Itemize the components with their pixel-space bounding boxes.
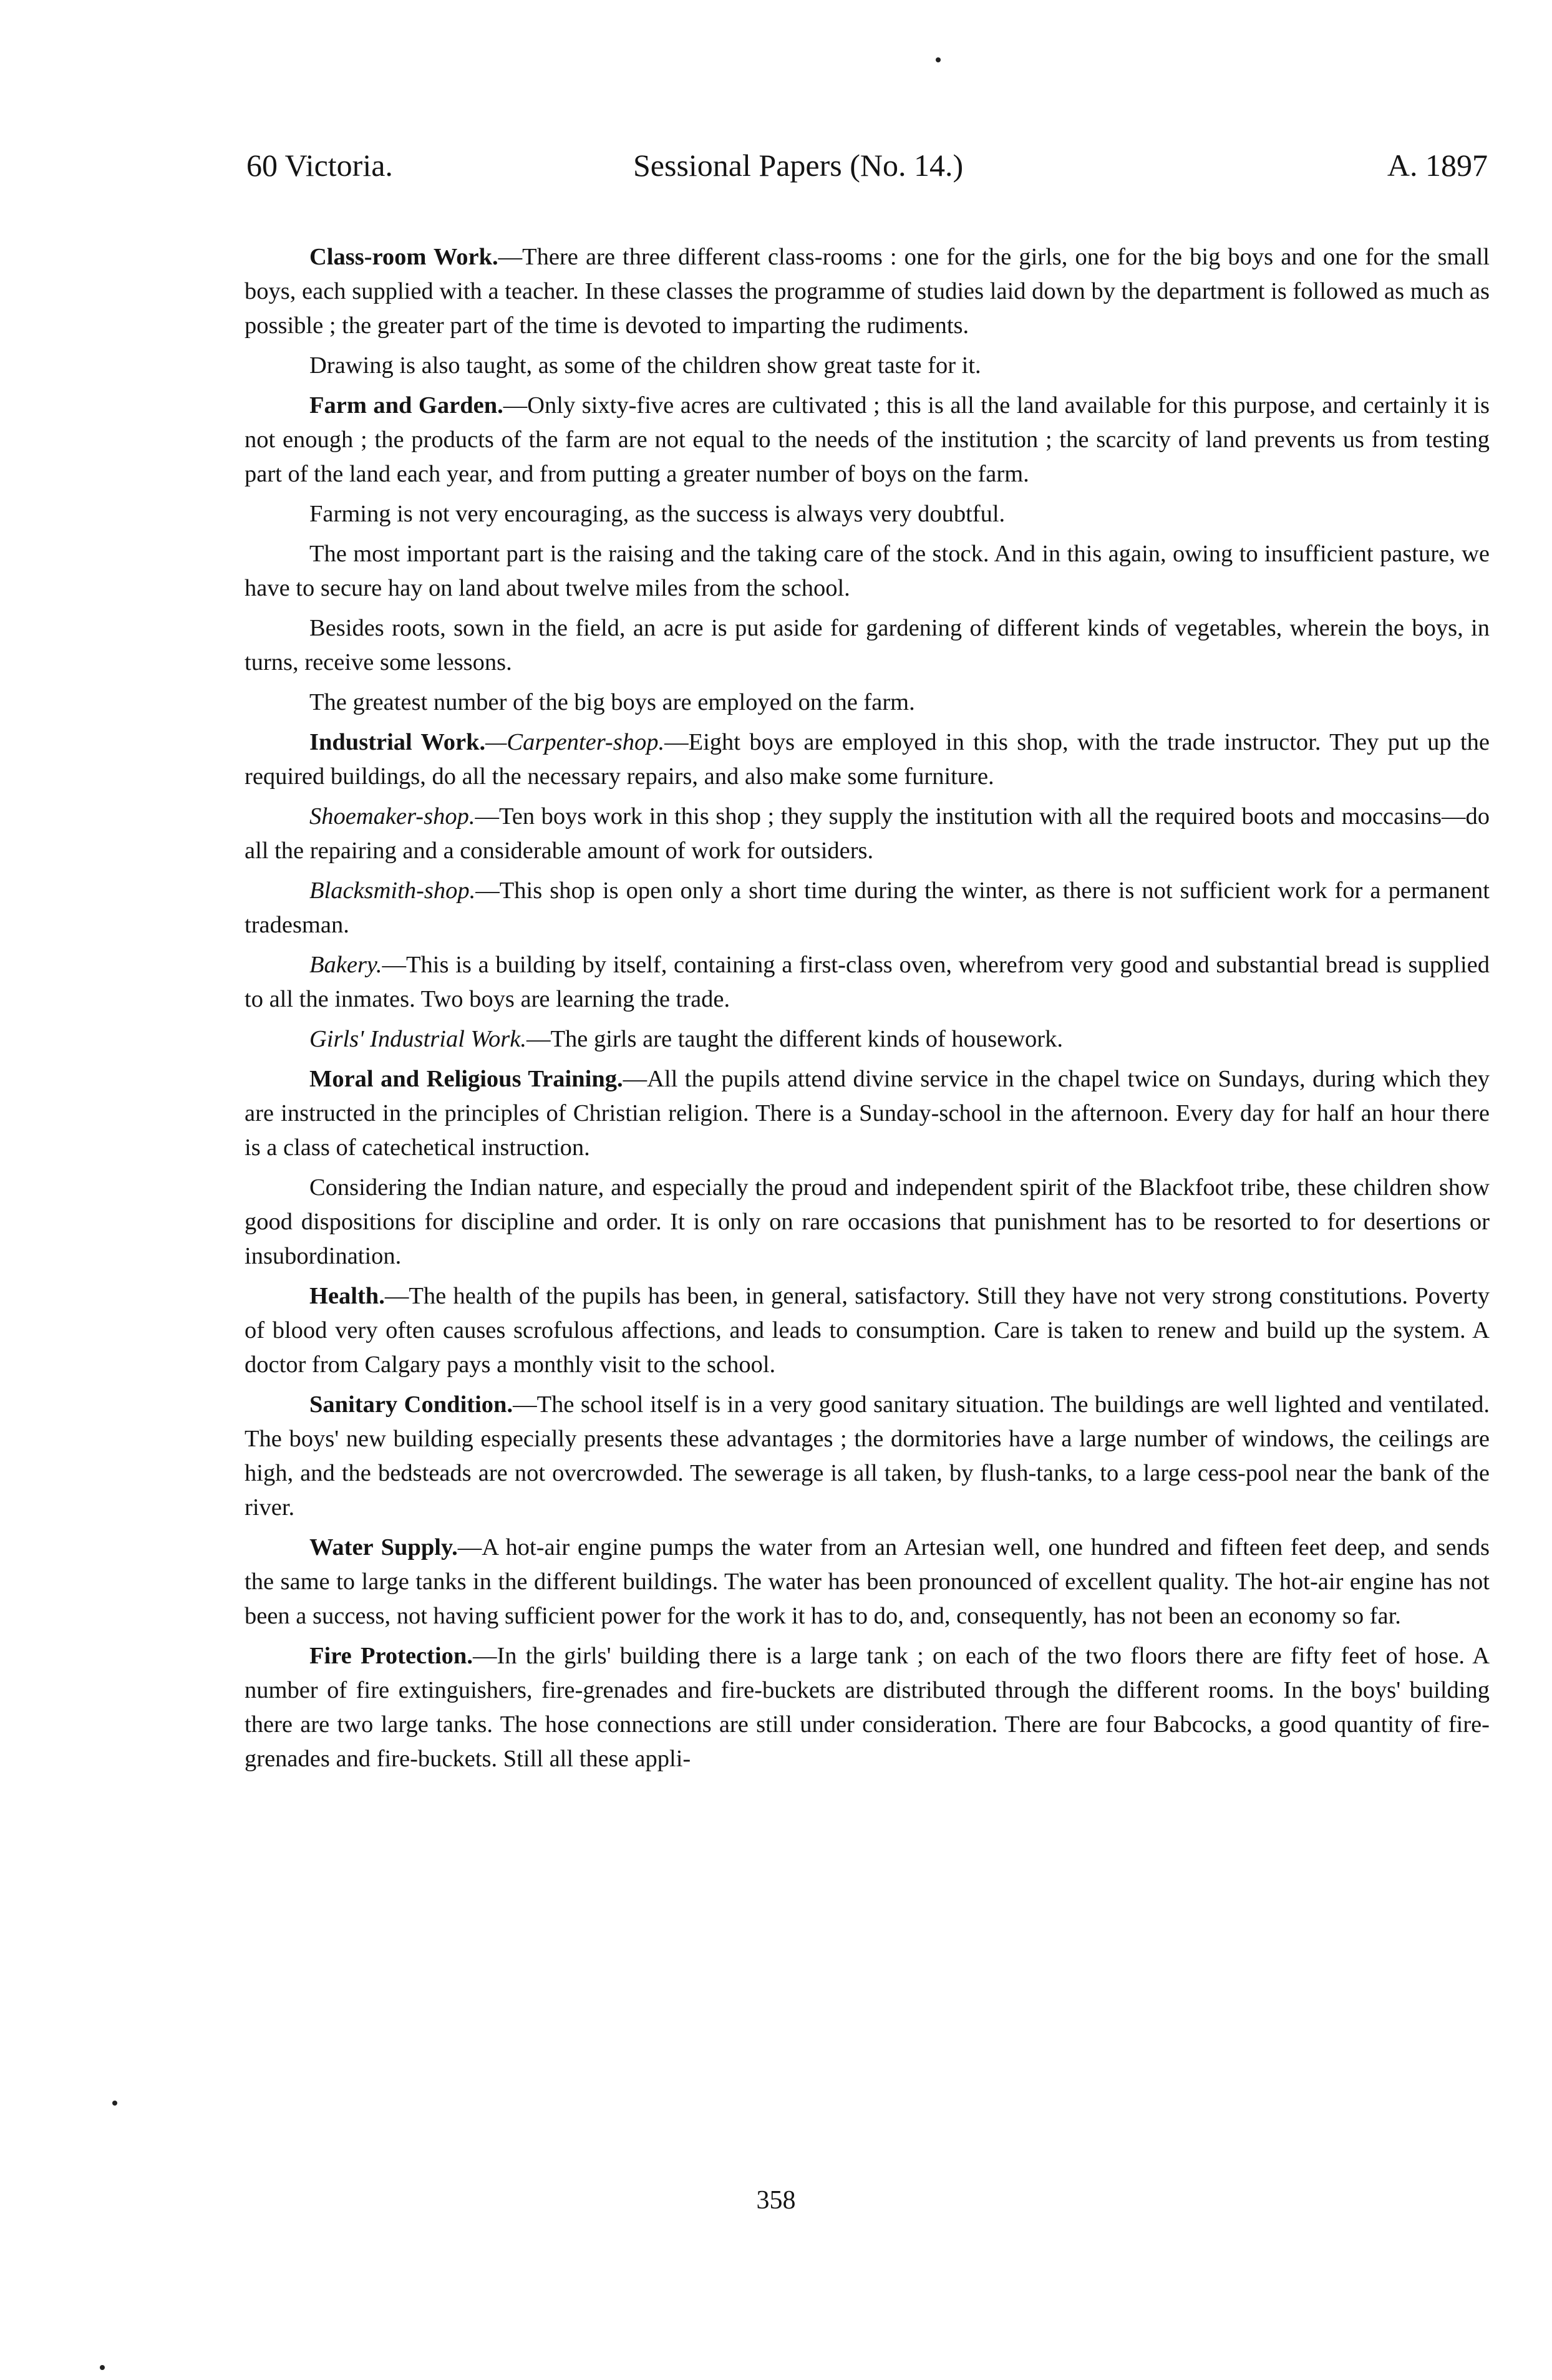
section-heading: Girls' Industrial Work. <box>309 1026 527 1052</box>
paragraph-text: —The school itself is in a very good sanitary situation. The buildings are well lighted and ventilated. The boys' new building especially presents these advantages ; the dormitories have a large number of windows, the ceilings are high, and the bedsteads are not overcrowded. The sewerage is all taken, by flush-tanks, to a large cess-pool near the bank of the river. <box>245 1391 1490 1521</box>
running-header <box>246 134 1488 196</box>
header-title: Sessional Papers (No. 14.) <box>633 148 964 183</box>
report-body <box>245 240 1490 1782</box>
paragraph <box>245 537 1490 606</box>
paragraph <box>245 874 1490 942</box>
paragraph <box>245 349 1490 383</box>
paragraph <box>245 1531 1490 1633</box>
paragraph-text: The greatest number of the big boys are employed on the farm. <box>309 689 915 715</box>
paragraph <box>245 1279 1490 1382</box>
paragraph <box>245 497 1490 531</box>
section-heading: Shoemaker-shop. <box>309 803 475 830</box>
paragraph-text: —Eight boys are employed in this shop, with the trade instructor. They put up the required buildings, do all the necessary repairs, and also make some furniture. <box>245 729 1490 790</box>
paragraph-text: —In the girls' building there is a large tank ; on each of the two floors there are fifty feet of hose. A number of fire extinguishers, fire-grenades and fire-buckets are distributed through the different rooms. In the boys' building there are two large tanks. The hose connections are still under consideration. There are four Babcocks, a good quantity of fire-grenades and fire-buckets. Still all these appli- <box>245 1643 1490 1772</box>
section-heading: Blacksmith-shop. <box>309 878 476 904</box>
paragraph-text: —Ten boys work in this shop ; they supply the institution with all the required boots and moccasins—do all the repairing and a considerable amount of work for outsiders. <box>245 803 1490 864</box>
paragraph <box>245 1171 1490 1274</box>
paragraph <box>245 1022 1490 1057</box>
section-heading: Class-room Work. <box>309 244 498 270</box>
section-heading: Moral and Religious Training. <box>309 1066 623 1092</box>
section-heading: Sanitary Condition. <box>309 1391 513 1418</box>
section-heading: Farm and Garden. <box>309 392 503 418</box>
paragraph-text: Farming is not very encouraging, as the success is always very doubtful. <box>309 501 1006 527</box>
print-speck <box>936 57 941 62</box>
print-speck <box>100 2365 105 2370</box>
paragraph <box>245 1639 1490 1776</box>
paragraph <box>245 948 1490 1017</box>
print-speck <box>112 2101 117 2106</box>
paragraph <box>245 611 1490 680</box>
paragraph-text: Considering the Indian nature, and especially the proud and independent spirit of the Blackfoot tribe, these children show good dispositions for discipline and order. It is only on rare occasions that punishment has to be resorted to for desertions or insubordination. <box>245 1174 1490 1269</box>
paragraph-text: —There are three different class-rooms : one for the girls, one for the big boys and one for the small boys, each supplied with a teacher. In these classes the programme of studies laid down by the department is followed as much as possible ; the greater part of the time is devoted to imparting the rudiments. <box>245 244 1490 339</box>
paragraph <box>245 1388 1490 1525</box>
paragraph-text: Drawing is also taught, as some of the children show great taste for it. <box>309 352 981 379</box>
paragraph <box>245 725 1490 794</box>
paragraph-text: —Only sixty-five acres are cultivated ; this is all the land available for this purpose, and certainly it is not enough ; the products of the farm are not equal to the needs of the institution ; the scarcity of land prevents us from testing part of the land each year, and from putting a greater number of boys on the farm. <box>245 392 1490 487</box>
section-heading: Fire Protection. <box>309 1643 473 1669</box>
section-heading: Water Supply. <box>309 1534 458 1560</box>
paragraph-text: —The health of the pupils has been, in general, satisfactory. Still they have not very strong constitutions. Poverty of blood very often causes scrofulous affections, and leads to consumption. Care is taken to renew and build up the system. A doctor from Calgary pays a monthly visit to the school. <box>245 1283 1490 1378</box>
paragraph-text: Besides roots, sown in the field, an acre is put aside for gardening of different kinds of vegetables, wherein the boys, in turns, receive some lessons. <box>245 615 1490 675</box>
header-session: 60 Victoria. <box>246 148 393 183</box>
page-number: 358 <box>756 2186 796 2215</box>
paragraph-text: —The girls are taught the different kinds of housework. <box>526 1026 1063 1052</box>
paragraph-text: The most important part is the raising and the taking care of the stock. And in this again, owing to insufficient pasture, we have to secure hay on land about twelve miles from the school. <box>245 541 1490 601</box>
paragraph-text: —This is a building by itself, containing a first-class oven, wherefrom very good and substantial bread is supplied to all the inmates. Two boys are learning the trade. <box>245 952 1490 1012</box>
section-heading: Health. <box>309 1283 385 1309</box>
header-year: A. 1897 <box>1387 148 1488 183</box>
paragraph <box>245 240 1490 343</box>
section-heading: Industrial Work. <box>309 729 486 755</box>
paragraph <box>245 389 1490 491</box>
section-heading: Bakery. <box>309 952 382 978</box>
paragraph-text: —All the pupils attend divine service in the chapel twice on Sundays, during which they are instructed in the principles of Christian religion. There is a Sunday-school in the afternoon. Every day for half an hour there is a class of catechetical instruction. <box>245 1066 1490 1161</box>
subsection-heading: —Carpenter-shop. <box>485 729 665 755</box>
paragraph <box>245 1062 1490 1165</box>
paragraph <box>245 685 1490 720</box>
paragraph <box>245 800 1490 868</box>
paragraph-text: —This shop is open only a short time during the winter, as there is not sufficient work for a permanent tradesman. <box>245 878 1490 938</box>
paragraph-text: —A hot-air engine pumps the water from an Artesian well, one hundred and fifteen feet deep, and sends the same to large tanks in the different buildings. The water has been pronounced of excellent quality. The hot-air engine has not been a success, not having sufficient power for the work it has to do, and, consequently, has not been an economy so far. <box>245 1534 1490 1629</box>
